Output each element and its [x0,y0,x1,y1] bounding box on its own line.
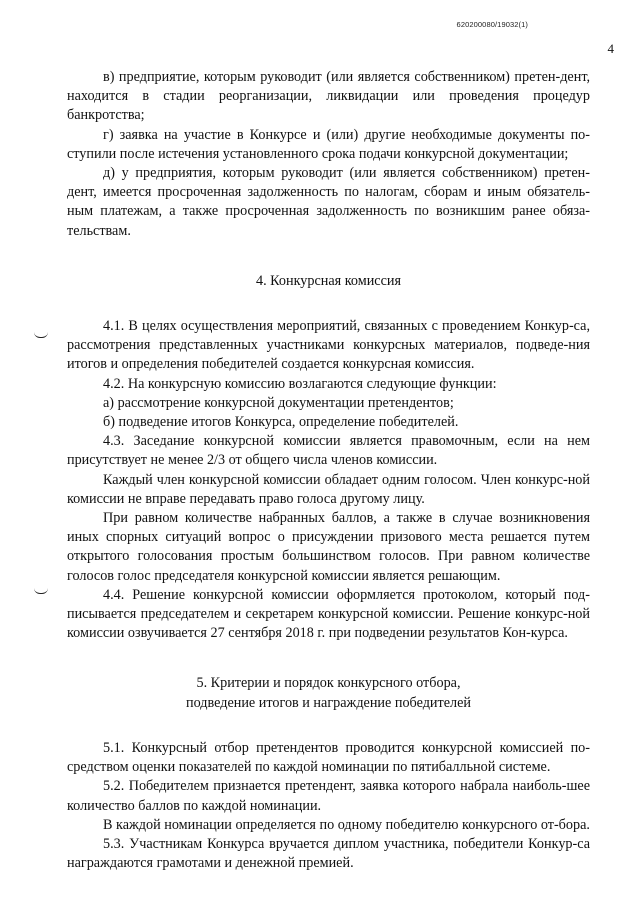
binding-mark [34,332,48,338]
paragraph-4-4: 4.4. Решение конкурсной комиссии оформляется протоколом, который под-писывается председателем и секретарем конкурсной комиссии. Решение конкурс-ной комиссии озвучивается 27 сентября 2018 г. при подведении результатов Кон-курса. [67,586,590,642]
paragraph-4-2: 4.2. На конкурсную комиссию возлагаются следующие функции: [103,375,497,392]
list-item-a: а) рассмотрение конкурсной документации претендентов; [103,394,454,411]
section-5-title-line-2: подведение итогов и награждение победителей [186,694,471,711]
document-id: 620200080/19032(1) [456,20,528,29]
paragraph-5-2: 5.2. Победителем признается претендент, заявка которого набрала наиболь-шее количество баллов по каждой номинации. [67,778,590,814]
paragraph-4-1: 4.1. В целях осуществления мероприятий, связанных с проведением Конкур-са, рассмотрения представленных участниками конкурсных материалов, подведе-ния итогов и определения победителей создается конкурсная комиссия. [67,318,590,373]
paragraph-5-3: 5.3. Участникам Конкурса вручается диплом участника, победители Конкур-са награждаются грамотами и денежной премией. [67,835,590,872]
section-4-title: 4. Конкурсная комиссия [255,272,402,289]
document-body [67,68,590,873]
paragraph-5-1: 5.1. Конкурсный отбор претендентов проводится конкурсной комиссией по-средством оценки показателей по каждой номинации по пятибалльной системе. [67,739,590,776]
paragraph-vote: Каждый член конкурсной комиссии обладает одним голосом. Член конкурс-ной комиссии не вправе передавать право голоса другому лицу. [67,471,590,507]
paragraph-tie: При равном количестве набранных баллов, а также в случае возникновения иных спорных ситуаций вопрос о присуждении призового места решается путем открытого голосования простым большинством голосов. При равном количестве голосов голос председателя конкурсной комиссии является решающим. [67,510,590,584]
paragraph-4-3: 4.3. Заседание конкурсной комиссии является правомочным, если на нем присутствует не менее 2/3 от общего числа членов комиссии. [67,433,590,469]
section-5-title-line-1: 5. Критерии и порядок конкурсного отбора, [196,675,461,692]
paragraph-nomination: В каждой номинации определяется по одному победителю конкурсного от-бора. [103,816,590,833]
paragraph-intro-d: д) у предприятия, которым руководит (или является собственником) претен-дент, имеется просроченная задолженность по налогам, сборам и иным обязатель-ным платежам, а также просроченная задолженность по возникшим ранее обяза-тельствам. [67,165,590,239]
binding-mark [34,588,48,594]
paragraph-intro-v: в) предприятие, которым руководит (или является собственником) претен-дент, находится в стадии реорганизации, ликвидации или проведения процедур банкротства; [67,69,590,124]
paragraph-intro-g: г) заявка на участие в Конкурсе и (или) другие необходимые документы по-ступили после истечения установленного срока подачи конкурсной документации; [67,126,590,162]
page-number: 4 [607,41,614,56]
list-item-b: б) подведение итогов Конкурса, определение победителей. [103,414,459,431]
